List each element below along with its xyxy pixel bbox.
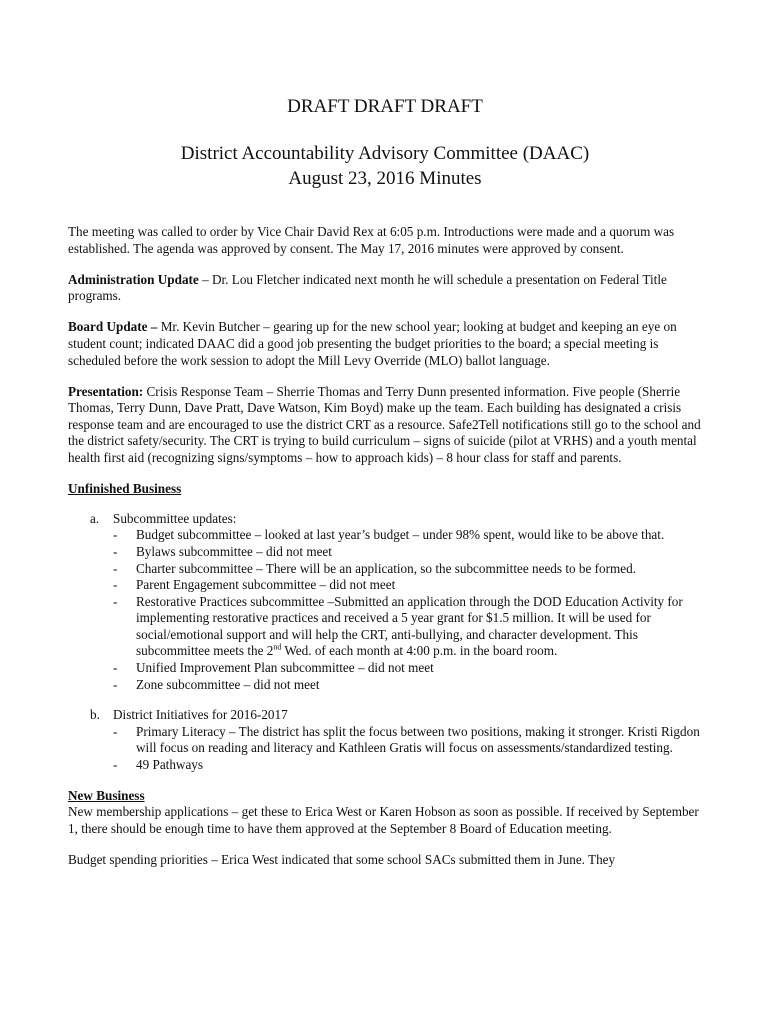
list-letter-a: a. — [90, 510, 100, 526]
initiatives-list — [68, 724, 708, 774]
draft-heading: DRAFT DRAFT DRAFT — [287, 96, 483, 117]
list-item: - 49 Pathways — [113, 757, 204, 773]
unfinished-business-heading: Unfinished Business — [68, 481, 182, 497]
budget-priorities-paragraph: Budget spending priorities – Erica West indicated that some school SACs submitted them in June. They — [68, 851, 616, 867]
membership-paragraph: New membership applications – get these to Erica West or Karen Hobson as soon as possible. If received by September 1, there should be enough time to have them approved at the September 8 Board of Education meeting. — [68, 804, 699, 836]
subcommittee-updates-section — [68, 511, 708, 694]
list-item: - Budget subcommittee – looked at last year’s budget – under 98% spent, would like to be above that. — [113, 527, 665, 543]
admin-update-paragraph — [68, 272, 708, 305]
district-initiatives-section — [68, 707, 708, 773]
district-initiatives-title: District Initiatives for 2016-2017 — [113, 707, 288, 723]
list-item: - Primary Literacy – The district has split the focus between two positions, making it stronger. Kristi Rigdon will focus on reading and literacy and Kathleen Gratis will focus on assessments/standardized testing. — [113, 723, 700, 756]
list-item: - Bylaws subcommittee – did not meet — [113, 543, 332, 559]
intro-paragraph: The meeting was called to order by Vice Chair David Rex at 6:05 p.m. Introductions were made and a quorum was established. The agenda was approved by consent. The May 17, 2016 minutes were approved by consent. — [68, 224, 675, 256]
list-item: - Unified Improvement Plan subcommittee – did not meet — [113, 660, 434, 676]
presentation-label: Presentation: — [68, 383, 144, 399]
new-business-heading: New Business — [68, 787, 145, 803]
board-update-label: Board Update – — [68, 319, 158, 335]
presentation-text: Crisis Response Team – Sherrie Thomas and Terry Dunn presented information. Five people (Sherrie Thomas, Terry Dunn, Dave Pratt, Dave Watson, Kim Boyd) make up the team. Each building has designated a crisis response team and are encouraged to use the district CRT as a resource. Safe2Tell notifications still go to the school and the district safety/security. The CRT is trying to build curriculum – signs of suicide (pilot at VRHS) and a youth mental health first aid (recognizing signs/symptoms – how to approach kids) – 8 hour class for staff and parents. — [68, 383, 701, 466]
date-heading: August 23, 2016 Minutes — [288, 168, 482, 189]
board-update-text: Mr. Kevin Butcher – gearing up for the new school year; looking at budget and keeping an eye on student count; indicated DAAC did a good job presenting the budget priorities to the board; a special meeting is scheduled before the work session to adopt the Mill Levy Override (MLO) ballot language. — [68, 319, 677, 368]
minutes-body — [68, 224, 708, 883]
admin-update-label: Administration Update — [68, 271, 199, 287]
list-item: - Restorative Practices subcommittee –Submitted an application through the DOD Education Activity for implementing restorative practices and received a 5 year grant for $1.5 million. It will be used for social/emotional support and will help the CRT, anti-bullying, and character development. This subcommittee meets the 2nd Wed. of each month at 4:00 p.m. in the board room. — [113, 593, 683, 659]
admin-update-text: – Dr. Lou Fletcher indicated next month he will schedule a presentation on Federal Title programs. — [68, 271, 667, 304]
list-item: - Zone subcommittee – did not meet — [113, 676, 320, 692]
list-item: - Parent Engagement subcommittee – did not meet — [113, 577, 396, 593]
list-letter-b: b. — [90, 707, 100, 723]
list-item: - Charter subcommittee – There will be an application, so the subcommittee needs to be formed. — [113, 560, 637, 576]
new-business-section — [68, 788, 708, 869]
board-update-paragraph — [68, 319, 708, 369]
committee-heading: District Accountability Advisory Committee (DAAC) — [180, 143, 590, 164]
subcommittee-updates-title: Subcommittee updates: — [113, 510, 237, 526]
subcommittee-list — [68, 527, 708, 693]
presentation-paragraph — [68, 384, 708, 467]
